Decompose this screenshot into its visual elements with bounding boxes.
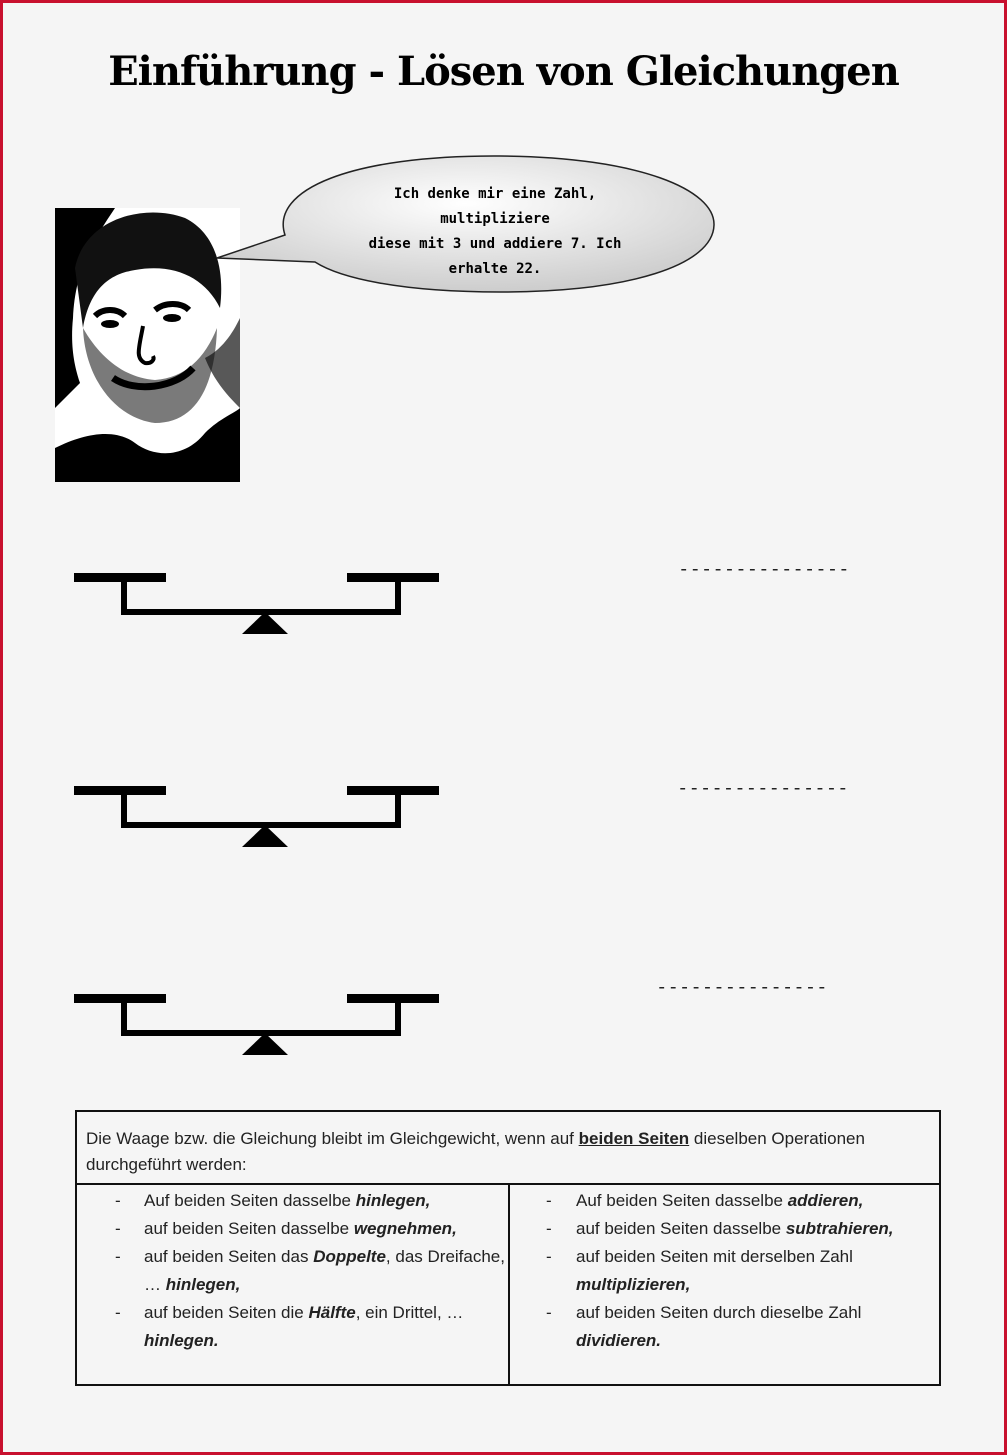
answer-blank-3[interactable]: ---------------: [656, 976, 828, 998]
balance-scale-1: [70, 570, 442, 640]
balance-scale-2: [70, 783, 442, 853]
answer-blank-1[interactable]: ---------------: [678, 558, 850, 580]
balance-scale-3: [70, 991, 442, 1061]
answer-blank-2[interactable]: ---------------: [677, 777, 849, 799]
rules-right-column: [510, 1185, 939, 1384]
rule-item: - auf beiden Seiten die Hälfte, ein Drittel, … hinlegen.: [77, 1299, 508, 1355]
page-title: Einführung - Lösen von Gleichungen: [108, 48, 899, 95]
rules-emphasis: beiden Seiten: [578, 1129, 690, 1148]
rules-left-column: [77, 1185, 510, 1384]
rule-item: - auf beiden Seiten dasselbe wegnehmen,: [77, 1215, 508, 1243]
rule-item: - auf beiden Seiten durch dieselbe Zahl dividieren.: [510, 1299, 939, 1355]
rule-item: - auf beiden Seiten dasselbe subtrahieren,: [510, 1215, 939, 1243]
rules-box: [75, 1110, 941, 1386]
speech-bubble-text: Ich denke mir eine Zahl, multipliziere diese mit 3 und addiere 7. Ich erhalte 22.: [368, 186, 622, 277]
rule-item: - Auf beiden Seiten dasselbe hinlegen,: [77, 1187, 508, 1215]
rule-item: - auf beiden Seiten mit derselben Zahl multiplizieren,: [510, 1243, 939, 1299]
rules-intro: Die Waage bzw. die Gleichung bleibt im Gleichgewicht, wenn auf beiden Seiten dieselben Operationen durchgeführt werden:: [77, 1112, 939, 1185]
rule-item: - Auf beiden Seiten dasselbe addieren,: [510, 1187, 939, 1215]
rule-item: - auf beiden Seiten das Doppelte, das Dreifache, … hinlegen,: [77, 1243, 508, 1299]
